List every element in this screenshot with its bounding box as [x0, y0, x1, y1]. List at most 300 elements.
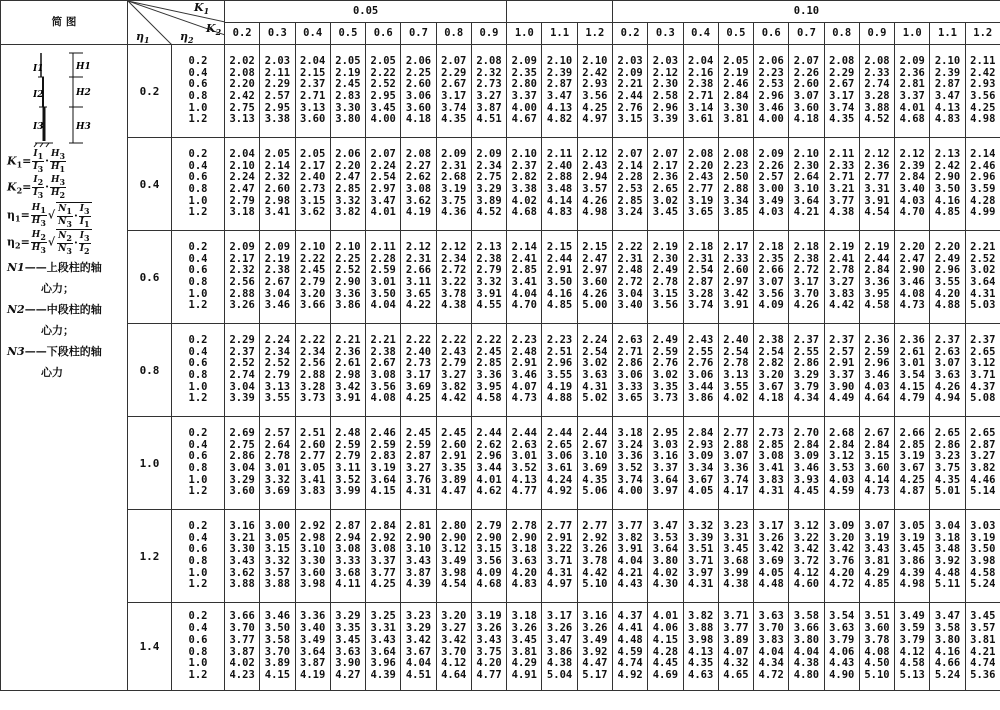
table-cell: 2.08	[229, 66, 255, 79]
value-column	[789, 324, 824, 417]
table-cell: 2.79	[264, 369, 291, 381]
table-cell: 4.19	[300, 668, 326, 681]
table-cell: 2.79	[476, 264, 502, 277]
table-cell: 2.08	[405, 147, 432, 160]
table-cell: 2.79	[300, 276, 326, 288]
table-cell: 3.39	[688, 531, 714, 544]
table-cell: 4.00	[617, 485, 643, 498]
table-cell: 2.11	[546, 147, 573, 160]
table-cell: 3.97	[652, 485, 679, 498]
eta2-value: 0.6	[188, 171, 208, 184]
value-column	[471, 138, 506, 231]
table-cell: 2.96	[970, 171, 996, 184]
table-cell: 2.40	[405, 345, 432, 358]
eta2-value: 1.0	[188, 657, 208, 670]
table-cell: 4.74	[970, 657, 996, 670]
table-cell: 5.17	[582, 668, 608, 681]
table-cell: 3.47	[934, 90, 961, 102]
table-cell: 4.31	[546, 566, 573, 579]
eta2-value: 0.6	[188, 357, 208, 370]
table-cell: 2.78	[264, 450, 291, 463]
table-cell: 3.74	[441, 101, 467, 114]
table-cell: 2.27	[405, 159, 432, 172]
table-cell: 4.04	[758, 645, 784, 658]
value-column	[648, 417, 683, 510]
table-cell: 3.16	[582, 610, 608, 623]
table-cell: 3.86	[899, 555, 925, 567]
value-column	[683, 603, 718, 691]
table-cell: 3.07	[758, 276, 784, 288]
table-cell: 3.28	[864, 90, 890, 102]
value-column	[965, 138, 1000, 231]
table-cell: 2.21	[970, 240, 996, 253]
table-cell: 3.56	[582, 90, 608, 102]
table-cell: 2.05	[335, 54, 361, 67]
table-cell: 2.67	[864, 426, 890, 439]
eta2-value: 0.6	[188, 633, 208, 646]
h1-label: H1	[76, 62, 91, 72]
table-cell: 3.34	[723, 194, 749, 207]
k2-value-header: 0.2	[225, 23, 260, 45]
k2-value-header: 1.2	[965, 23, 1000, 45]
table-cell: 4.47	[582, 657, 608, 670]
table-cell: 2.85	[758, 438, 784, 451]
value-column	[754, 324, 789, 417]
value-column	[895, 45, 930, 138]
value-column	[260, 417, 295, 510]
table-cell: 2.56	[300, 357, 326, 370]
table-cell: 3.70	[264, 645, 291, 658]
table-cell: 4.51	[405, 668, 432, 681]
table-cell: 2.22	[300, 333, 326, 346]
table-cell: 4.07	[511, 380, 537, 393]
table-cell: 2.97	[723, 276, 749, 288]
table-cell: 2.34	[264, 345, 291, 358]
n1-text: ——上段柱的轴	[24, 260, 102, 274]
table-cell: 2.71	[829, 171, 855, 184]
table-cell: 3.70	[229, 622, 255, 635]
table-cell: 2.79	[229, 194, 255, 207]
table-cell: 4.05	[688, 485, 714, 498]
table-cell: 2.78	[723, 357, 749, 370]
table-cell: 3.67	[405, 645, 432, 658]
table-cell: 2.17	[723, 240, 749, 253]
table-cell: 3.50	[934, 183, 961, 195]
table-cell: 3.60	[793, 101, 820, 114]
table-cell: 3.19	[970, 531, 996, 544]
table-cell: 4.19	[546, 380, 573, 393]
table-cell: 2.43	[441, 345, 467, 358]
eta2-value: 0.6	[188, 264, 208, 277]
table-cell: 2.45	[441, 426, 467, 439]
eta2-value: 1.0	[188, 566, 208, 579]
table-cell: 2.97	[370, 183, 396, 195]
table-cell: 4.52	[476, 206, 502, 219]
group-row	[1, 138, 1000, 231]
table-cell: 2.73	[405, 357, 432, 370]
table-cell: 3.72	[793, 555, 820, 567]
table-cell: 3.62	[300, 206, 326, 219]
table-cell: 2.62	[405, 171, 432, 184]
table-cell: 2.09	[476, 147, 502, 160]
table-cell: 3.80	[793, 633, 820, 646]
table-cell: 3.75	[441, 194, 467, 207]
value-column	[471, 45, 506, 138]
value-column	[577, 417, 612, 510]
table-cell: 2.91	[511, 357, 537, 370]
table-cell: 4.88	[934, 299, 961, 312]
table-cell: 2.47	[582, 252, 608, 265]
table-cell: 3.27	[441, 622, 467, 635]
table-cell: 3.43	[229, 555, 255, 567]
table-cell: 4.64	[864, 392, 890, 405]
table-cell: 2.94	[582, 171, 608, 184]
value-column	[895, 231, 930, 324]
table-cell: 3.90	[829, 380, 855, 393]
table-cell: 2.36	[899, 333, 925, 346]
value-column	[366, 45, 401, 138]
table-cell: 4.46	[970, 473, 996, 486]
table-cell: 3.13	[229, 113, 255, 126]
table-cell: 3.50	[546, 276, 573, 288]
table-cell: 2.47	[899, 252, 925, 265]
table-cell: 5.11	[934, 578, 961, 591]
table-cell: 2.36	[899, 66, 925, 79]
eta1-value: 1.0	[128, 417, 172, 510]
table-cell: 3.80	[934, 633, 961, 646]
table-cell: 2.09	[441, 147, 467, 160]
table-cell: 4.92	[617, 668, 643, 681]
table-cell: 2.31	[617, 252, 643, 265]
table-cell: 3.13	[723, 369, 749, 381]
table-cell: 2.49	[652, 264, 679, 277]
table-cell: 2.37	[300, 78, 326, 91]
table-cell: 2.08	[723, 147, 749, 160]
value-column	[612, 231, 647, 324]
table-cell: 3.09	[688, 450, 714, 463]
table-cell: 3.30	[723, 101, 749, 114]
table-cell: 3.66	[229, 610, 255, 623]
table-cell: 2.61	[335, 357, 361, 370]
table-cell: 3.64	[652, 543, 679, 556]
table-cell: 2.19	[335, 66, 361, 79]
value-column	[436, 231, 471, 324]
table-cell: 2.59	[652, 345, 679, 358]
table-cell: 2.96	[934, 264, 961, 277]
table-cell: 3.83	[829, 287, 855, 300]
value-column	[859, 231, 894, 324]
table-cell: 2.10	[793, 147, 820, 160]
table-cell: 3.42	[723, 287, 749, 300]
table-cell: 3.04	[617, 287, 643, 300]
table-cell: 4.32	[723, 657, 749, 670]
h3-label: H3	[76, 122, 91, 132]
table-cell: 2.28	[617, 171, 643, 184]
eta2-value: 1.0	[188, 194, 208, 207]
table-cell: 2.42	[934, 159, 961, 172]
table-cell: 4.28	[652, 645, 679, 658]
value-column	[401, 231, 436, 324]
table-cell: 3.58	[264, 633, 291, 646]
table-cell: 4.67	[511, 113, 537, 126]
value-column	[859, 45, 894, 138]
table-cell: 3.81	[864, 555, 890, 567]
value-column	[789, 510, 824, 603]
table-cell: 3.75	[476, 645, 502, 658]
table-cell: 3.55	[264, 392, 291, 405]
table-cell: 4.85	[934, 206, 961, 219]
table-cell: 2.90	[511, 531, 537, 544]
value-column	[225, 603, 260, 691]
table-cell: 2.85	[335, 183, 361, 195]
k2-value-header: 1.0	[895, 23, 930, 45]
table-cell: 3.81	[511, 645, 537, 658]
table-cell: 3.26	[582, 543, 608, 556]
value-column	[260, 231, 295, 324]
value-column	[683, 324, 718, 417]
table-cell: 2.06	[758, 54, 784, 67]
table-cell: 2.73	[476, 78, 502, 91]
table-cell: 4.35	[829, 113, 855, 126]
table-cell: 2.39	[934, 66, 961, 79]
table-cell: 3.71	[546, 555, 573, 567]
table-cell: 2.86	[617, 357, 643, 370]
table-cell: 4.79	[899, 392, 925, 405]
table-cell: 2.76	[652, 357, 679, 370]
table-cell: 2.31	[405, 252, 432, 265]
table-cell: 2.09	[899, 54, 925, 67]
table-cell: 3.20	[758, 369, 784, 381]
k2-value-header: 1.0	[507, 23, 542, 45]
table-cell: 2.44	[864, 252, 890, 265]
table-cell: 2.97	[582, 264, 608, 277]
table-cell: 3.69	[758, 555, 784, 567]
value-column	[507, 324, 542, 417]
table-cell: 3.01	[899, 357, 925, 370]
table-cell: 3.06	[405, 90, 432, 102]
table-cell: 2.37	[829, 333, 855, 346]
table-cell: 2.79	[476, 519, 502, 532]
value-column	[612, 603, 647, 691]
table-cell: 4.25	[582, 101, 608, 114]
table-cell: 3.46	[793, 462, 820, 474]
table-cell: 2.87	[405, 450, 432, 463]
value-column	[965, 231, 1000, 324]
n2-symbol: N2	[7, 302, 25, 316]
table-cell: 3.73	[652, 392, 679, 405]
table-cell: 3.18	[511, 543, 537, 556]
table-cell: 4.91	[511, 668, 537, 681]
table-cell: 2.77	[688, 183, 714, 195]
value-column	[330, 417, 365, 510]
table-cell: 3.31	[864, 183, 890, 195]
value-column	[401, 324, 436, 417]
table-cell: 4.43	[617, 578, 643, 591]
table-cell: 4.16	[934, 194, 961, 207]
table-cell: 2.53	[758, 78, 784, 91]
table-cell: 4.15	[652, 633, 679, 646]
table-cell: 4.20	[476, 657, 502, 670]
value-column	[789, 231, 824, 324]
value-column	[295, 603, 330, 691]
value-column	[824, 45, 859, 138]
eta2-value: 0.2	[188, 54, 208, 67]
table-cell: 2.76	[617, 101, 643, 114]
table-cell: 4.55	[476, 299, 502, 312]
table-cell: 3.49	[758, 194, 784, 207]
eta2-value: 0.2	[188, 147, 208, 160]
table-cell: 3.83	[758, 633, 784, 646]
table-cell: 2.48	[511, 345, 537, 358]
table-cell: 3.19	[441, 183, 467, 195]
table-cell: 3.52	[335, 473, 361, 486]
table-cell: 3.90	[335, 657, 361, 670]
table-cell: 2.15	[546, 240, 573, 253]
table-cell: 2.43	[688, 171, 714, 184]
table-cell: 3.50	[370, 287, 396, 300]
table-cell: 3.95	[476, 380, 502, 393]
table-cell: 3.10	[405, 543, 432, 556]
table-cell: 3.91	[723, 299, 749, 312]
table-cell: 2.78	[829, 264, 855, 277]
table-cell: 3.79	[899, 633, 925, 646]
table-cell: 3.26	[582, 622, 608, 635]
table-cell: 3.35	[652, 380, 679, 393]
table-cell: 4.06	[652, 622, 679, 635]
table-cell: 2.17	[300, 159, 326, 172]
table-cell: 2.52	[229, 357, 255, 370]
table-cell: 2.04	[300, 54, 326, 67]
table-cell: 2.15	[582, 240, 608, 253]
table-cell: 4.58	[970, 566, 996, 579]
table-cell: 2.98	[300, 531, 326, 544]
table-cell: 4.04	[793, 645, 820, 658]
table-cell: 2.22	[476, 333, 502, 346]
table-cell: 3.30	[229, 543, 255, 556]
table-cell: 3.18	[617, 426, 643, 439]
value-column	[754, 138, 789, 231]
k2-value-header: 0.9	[859, 23, 894, 45]
value-column	[612, 138, 647, 231]
table-cell: 4.50	[864, 657, 890, 670]
table-cell: 3.22	[793, 531, 820, 544]
table-cell: 3.56	[652, 299, 679, 312]
table-cell: 2.86	[229, 450, 255, 463]
diagonal-header-cell	[128, 1, 225, 45]
table-cell: 3.23	[405, 610, 432, 623]
table-cell: 4.14	[546, 194, 573, 207]
table-cell: 4.07	[723, 645, 749, 658]
table-cell: 2.44	[546, 252, 573, 265]
eta2-value: 0.2	[188, 426, 208, 439]
table-cell: 4.35	[934, 473, 961, 486]
table-cell: 3.69	[582, 462, 608, 474]
table-cell: 3.26	[476, 622, 502, 635]
table-cell: 3.17	[758, 519, 784, 532]
table-cell: 2.60	[405, 78, 432, 91]
table-cell: 2.88	[723, 183, 749, 195]
table-cell: 4.42	[829, 299, 855, 312]
value-column	[683, 45, 718, 138]
eta1-value: 1.2	[128, 510, 172, 603]
table-cell: 4.98	[582, 206, 608, 219]
table-cell: 3.48	[546, 183, 573, 195]
table-cell: 4.47	[441, 485, 467, 498]
table-cell: 2.54	[758, 345, 784, 358]
table-cell: 2.18	[793, 240, 820, 253]
table-cell: 3.32	[264, 473, 291, 486]
table-cell: 3.46	[264, 299, 291, 312]
k2-header: $K_2$	[206, 22, 222, 38]
table-cell: 3.42	[405, 633, 432, 646]
table-cell: 2.06	[405, 54, 432, 67]
table-cell: 3.82	[617, 531, 643, 544]
table-cell: 2.55	[793, 345, 820, 358]
table-cell: 2.84	[723, 90, 749, 102]
table-cell: 4.18	[758, 392, 784, 405]
table-cell: 4.72	[758, 668, 784, 681]
table-cell: 2.08	[864, 54, 890, 67]
table-cell: 3.99	[723, 566, 749, 579]
table-cell: 2.83	[370, 450, 396, 463]
value-column	[895, 603, 930, 691]
value-column	[789, 417, 824, 510]
table-cell: 3.63	[582, 369, 608, 381]
k2-value-header: 0.2	[612, 23, 647, 45]
table-cell: 4.54	[864, 206, 890, 219]
value-column	[648, 45, 683, 138]
table-cell: 3.56	[476, 555, 502, 567]
table-cell: 4.85	[864, 578, 890, 591]
value-column	[366, 603, 401, 691]
table-cell: 2.94	[335, 531, 361, 544]
table-cell: 3.77	[723, 622, 749, 635]
table-cell: 2.17	[229, 252, 255, 265]
table-cell: 2.10	[335, 240, 361, 253]
group-row	[1, 324, 1000, 417]
table-cell: 4.48	[758, 578, 784, 591]
table-cell: 3.74	[617, 473, 643, 486]
table-cell: 2.32	[264, 171, 291, 184]
table-cell: 2.40	[723, 333, 749, 346]
table-cell: 3.19	[864, 531, 890, 544]
table-cell: 3.81	[723, 113, 749, 126]
table-cell: 3.89	[476, 194, 502, 207]
table-cell: 4.08	[370, 392, 396, 405]
table-cell: 2.37	[793, 333, 820, 346]
value-column	[859, 138, 894, 231]
table-cell: 3.45	[899, 543, 925, 556]
table-cell: 2.48	[617, 264, 643, 277]
table-cell: 4.15	[264, 668, 291, 681]
table-cell: 4.01	[370, 206, 396, 219]
table-cell: 2.24	[582, 333, 608, 346]
table-cell: 3.29	[405, 622, 432, 635]
table-cell: 3.63	[829, 622, 855, 635]
eta1-formula: $\eta_1=$ $\frac{H_1}{H_3}$ √ $\frac{N_1}{N_3}$ · $\frac{I_3}{I_1}$	[7, 202, 90, 229]
table-cell: 2.12	[582, 147, 608, 160]
eta2-value: 0.8	[188, 90, 208, 102]
table-cell: 2.21	[370, 333, 396, 346]
table-cell: 2.35	[758, 252, 784, 265]
table-cell: 2.23	[511, 333, 537, 346]
table-cell: 5.36	[970, 668, 996, 681]
table-cell: 2.67	[582, 438, 608, 451]
table-cell: 3.78	[441, 287, 467, 300]
table-cell: 2.90	[441, 531, 467, 544]
table-cell: 3.47	[370, 194, 396, 207]
table-cell: 4.27	[335, 668, 361, 681]
